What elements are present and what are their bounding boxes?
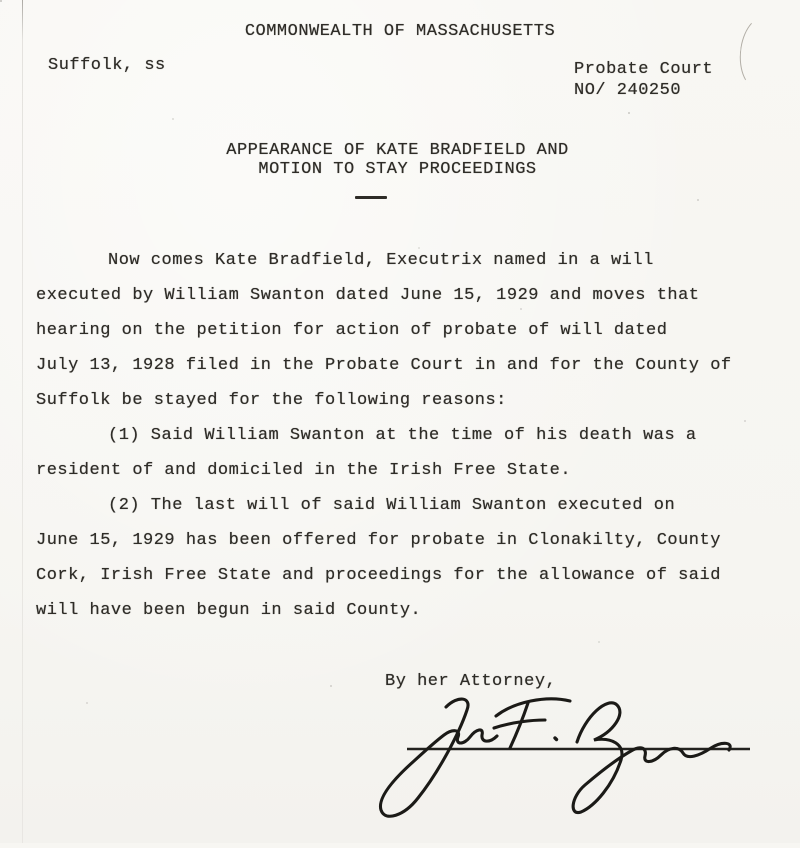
body-line: Cork, Irish Free State and proceedings for the allowance of said [36,566,721,585]
document-body [36,243,776,628]
court-name: Probate Court [574,60,714,79]
body-line: July 13, 1928 filed in the Probate Court in and for the County of [36,356,732,375]
body-line: June 15, 1929 has been offered for probate in Clonakilty, County [36,531,721,550]
document-title-line1: APPEARANCE OF KATE BRADFIELD AND [226,141,569,160]
body-line: executed by William Swanton dated June 15, 1929 and moves that [36,286,700,305]
attorney-byline: By her Attorney, [385,672,557,691]
signature-john-f-ryan [330,693,778,843]
document-heading: COMMONWEALTH OF MASSACHUSETTS [244,22,556,41]
signature-ink [330,693,778,843]
body-line: will have been begun in said County. [36,601,422,620]
body-line: resident of and domiciled in the Irish Free State. [36,461,572,480]
body-line: Now comes Kate Bradfield, Executrix named in a will [108,251,654,270]
document-title-line2: MOTION TO STAY PROCEEDINGS [258,160,537,179]
body-line: hearing on the petition for action of probate of will dated [36,321,668,340]
county-label: Suffolk, ss [48,56,166,75]
body-line: (2) The last will of said William Swanton executed on [108,496,676,515]
title-separator-dash [355,196,387,199]
case-number: NO/ 240250 [574,81,682,100]
body-line: (1) Said William Swanton at the time of his death was a [108,426,697,445]
court-case-block [574,59,713,101]
scan-edge-artifact [22,0,23,843]
document-title [0,141,795,179]
body-line: Suffolk be stayed for the following reasons: [36,391,507,410]
